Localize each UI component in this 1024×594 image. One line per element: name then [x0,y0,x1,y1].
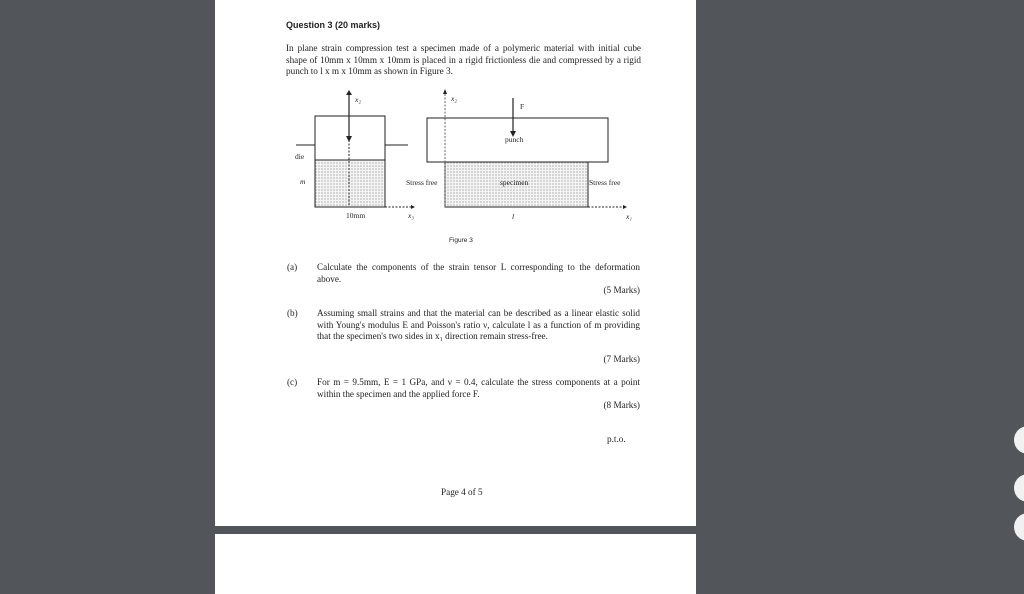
next-page [215,534,696,594]
arrowhead-icon [411,205,415,209]
x2-label: x₂ [355,95,361,104]
specimen-label: specimen [500,178,529,187]
part-b-label: (b) [287,308,298,318]
part-c-marks: (8 Marks) [603,400,640,410]
part-c-text: For m = 9.5mm, E = 1 GPa, and ν = 0.4, calculate the stress components at a point within the specimen and the applied force F. [317,377,640,399]
die-label: die [295,152,305,161]
pto-text: p.t.o. [607,434,626,444]
question-title: Question 3 (20 marks) [286,20,381,30]
part-c-label: (c) [287,377,298,387]
stress-free-right: Stress free [589,178,621,187]
page-number: Page 4 of 5 [441,487,483,497]
l-label: l [512,212,515,221]
part-a-label: (a) [287,262,298,272]
left-specimen [315,160,385,207]
punch-label: punch [505,135,524,144]
figure-caption: Figure 3 [449,237,473,244]
part-a-text: Calculate the components of the strain tensor L corresponding to the deformation above. [317,262,640,284]
part-b-marks: (7 Marks) [603,354,640,364]
width-label: 10mm [346,211,366,220]
x2-label-right: x₂ [451,94,457,103]
arrowhead-icon [346,90,352,95]
document-page [215,0,696,526]
x1-label: x₁ [626,212,632,221]
part-a-marks: (5 Marks) [603,285,640,295]
stress-free-left: Stress free [406,178,438,187]
intro-paragraph: In plane strain compression test a specimen made of a polymeric material with initial cube shape of 10mm x 10mm x 10mm is placed in a rigid frictionless die and compressed by a rigid punch to l x m x 10mm as shown in Figure 3. [286,43,641,76]
force-label: F [520,102,525,111]
m-label: m [300,177,306,186]
arrowhead-icon [623,205,627,209]
figure-3 [215,0,696,260]
arrowhead-icon [443,89,447,94]
floating-button-3[interactable] [1014,513,1024,541]
x3-label: x₃ [408,211,414,220]
floating-button-2[interactable] [1014,474,1024,502]
part-b-text: Assuming small strains and that the material can be described as a linear elastic solid with Young's modulus E and Poisson's ratio ν, calculate l as a function of m providing that the specimen's two sides in x₁ direction remain stress-free. [317,308,640,341]
floating-button-1[interactable] [1014,426,1024,454]
